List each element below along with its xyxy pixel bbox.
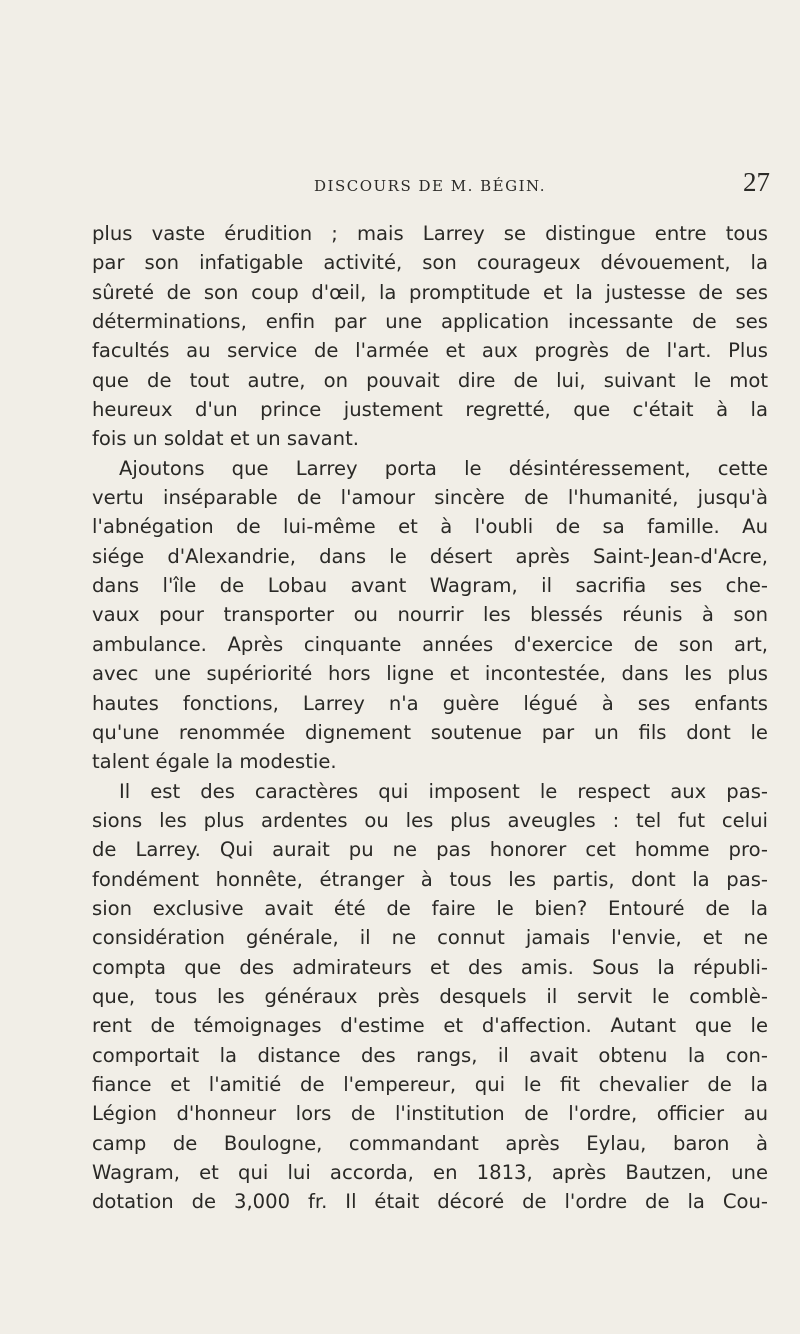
body-text: [92, 219, 768, 1217]
text-line: fois un soldat et un savant.: [92, 427, 360, 451]
text-line: heureux d'un prince justement regretté, que c'était à la: [92, 398, 768, 422]
text-line: compta que des admirateurs et des amis. Sous la républi-: [92, 955, 768, 979]
text-line: Il est des caractères qui imposent le respect aux pas-: [119, 779, 768, 803]
running-head: DISCOURS DE M. BÉGIN.: [314, 177, 546, 195]
page-number: 27: [743, 167, 770, 197]
text-line: fondément honnête, étranger à tous les partis, dont la pas-: [92, 867, 768, 891]
text-line: camp de Boulogne, commandant après Eylau, baron à: [92, 1131, 768, 1155]
text-line: déterminations, enfin par une application incessante de ses: [92, 310, 768, 334]
text-line: vaux pour transporter ou nourrir les blessés réunis à son: [92, 603, 768, 627]
text-line: sions les plus ardentes ou les plus aveugles : tel fut celui: [92, 808, 768, 832]
text-line: ambulance. Après cinquante années d'exercice de son art,: [92, 632, 768, 656]
text-line: considération générale, il ne connut jamais l'envie, et ne: [92, 926, 768, 950]
text-line: qu'une renommée dignement soutenue par un fils dont le: [92, 720, 768, 744]
text-line: Ajoutons que Larrey porta le désintéressement, cette: [119, 456, 768, 480]
text-line: l'abnégation de lui-même et à l'oubli de sa famille. Au: [92, 515, 768, 539]
text-line: talent égale la modestie.: [92, 750, 337, 774]
text-line: fiance et l'amitié de l'empereur, qui le fit chevalier de la: [92, 1072, 768, 1096]
text-line: hautes fonctions, Larrey n'a guère légué à ses enfants: [92, 691, 768, 715]
text-line: sion exclusive avait été de faire le bien? Entouré de la: [92, 896, 768, 920]
text-line: que, tous les généraux près desquels il servit le comblè-: [92, 984, 768, 1008]
text-line: dotation de 3,000 fr. Il était décoré de l'ordre de la Cou-: [92, 1190, 768, 1214]
text-line: avec une supériorité hors ligne et incontestée, dans les plus: [92, 662, 768, 686]
text-line: de Larrey. Qui aurait pu ne pas honorer cet homme pro-: [92, 838, 768, 862]
text-line: siége d'Alexandrie, dans le désert après Saint-Jean-d'Acre,: [92, 544, 768, 568]
text-line: Wagram, et qui lui accorda, en 1813, après Bautzen, une: [92, 1161, 768, 1184]
text-line: facultés au service de l'armée et aux progrès de l'art. Plus: [92, 339, 768, 363]
text-line: Légion d'honneur lors de l'institution de l'ordre, officier au: [92, 1102, 768, 1126]
text-line: par son infatigable activité, son courageux dévouement, la: [92, 251, 768, 275]
page-header: [90, 167, 770, 207]
text-line: que de tout autre, on pouvait dire de lui, suivant le mot: [92, 368, 768, 392]
text-line: dans l'île de Lobau avant Wagram, il sacrifia ses che-: [92, 574, 768, 598]
text-line: plus vaste érudition ; mais Larrey se distingue entre tous: [92, 222, 768, 245]
text-line: vertu inséparable de l'amour sincère de l'humanité, jusqu'à: [92, 486, 768, 510]
text-line: comportait la distance des rangs, il avait obtenu la con-: [92, 1043, 768, 1067]
text-line: rent de témoignages d'estime et d'affection. Autant que le: [92, 1014, 768, 1038]
text-line: sûreté de son coup d'œil, la promptitude et la justesse de ses: [92, 280, 768, 304]
